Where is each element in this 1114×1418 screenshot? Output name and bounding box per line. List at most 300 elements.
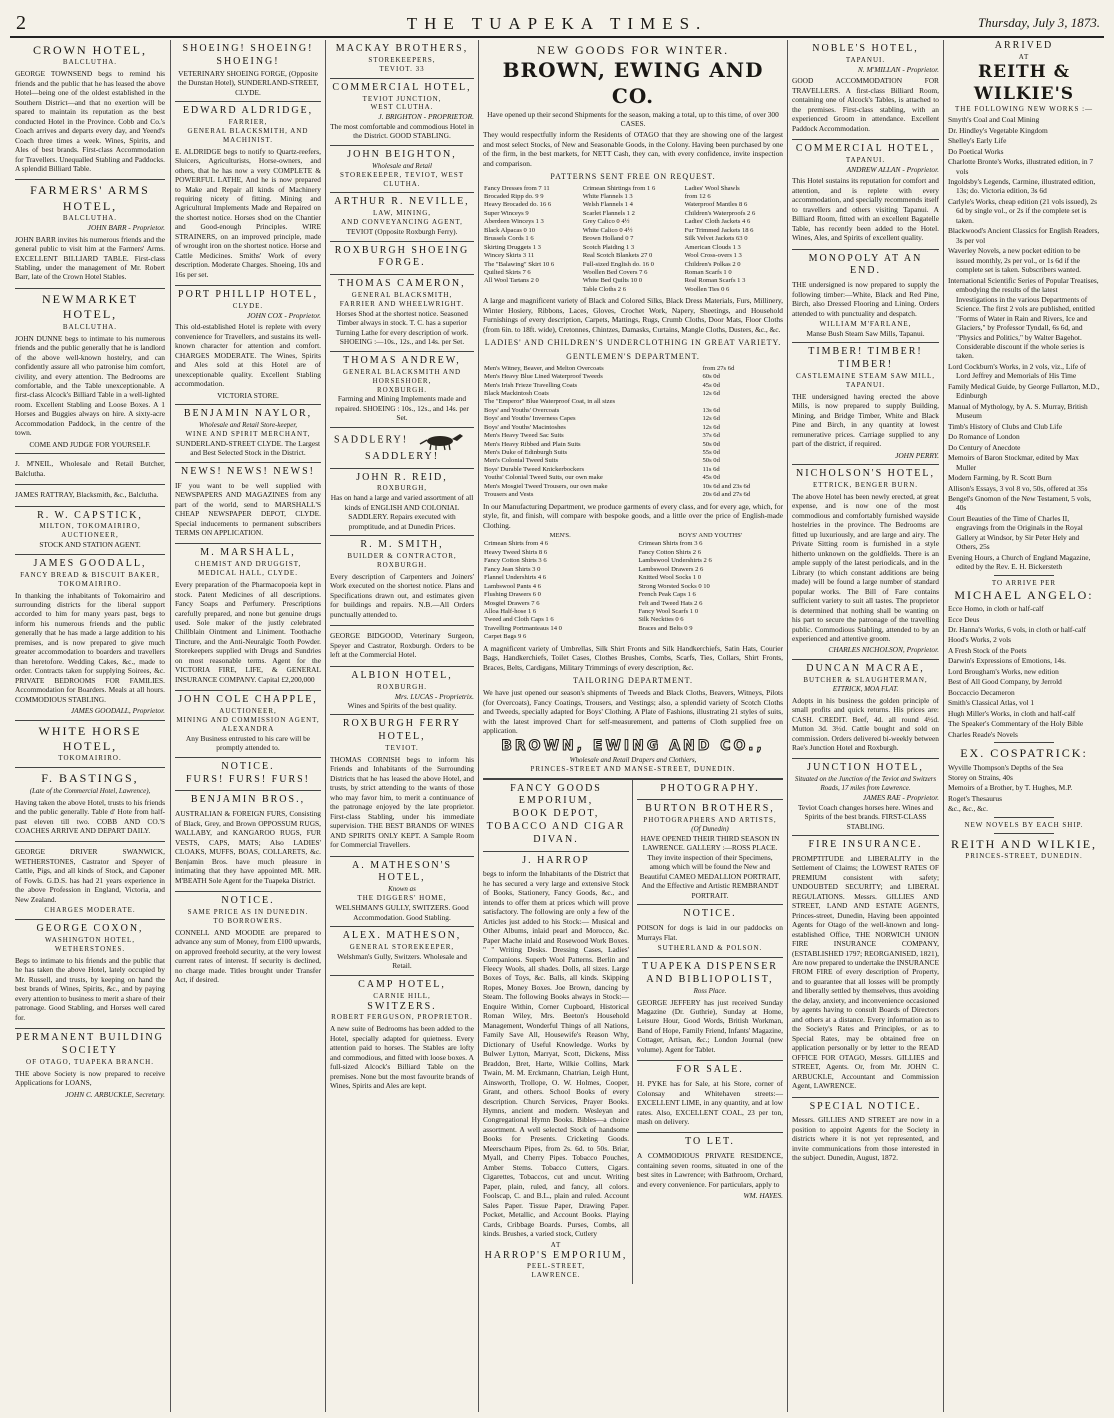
masthead (10, 8, 1104, 38)
column-rule (325, 40, 326, 1412)
ad-heading: F. BASTINGS, (41, 771, 139, 786)
table-cell: Ladies' Wool Shawls (684, 184, 740, 192)
ad-place: PRINCES-STREET, DUNEDIN. (965, 852, 1083, 861)
list-item: Manual of Mythology, by A. S. Murray, British Museum (948, 401, 1088, 421)
list-item: Do Poetical Works (948, 146, 1004, 156)
ship-name: MICHAEL ANGELO: (954, 587, 1094, 602)
ad-proprietor: JOHN BARR - Proprietor. (87, 223, 165, 233)
ad-place: LAW, MINING, (372, 209, 432, 218)
firm-name: BROWN, EWING AND CO., (501, 737, 765, 754)
ad-heading: ROXBURGH FERRY HOTEL, (342, 718, 462, 743)
ad-body: Farming and Mining Implements made and repaired. SHOEING : 10s., 12s., and 14s. per Set. (335, 394, 469, 423)
book-list (948, 115, 1100, 572)
ad-body: The most comfortable and commodious Hotel in the District. GOOD STABLING. (330, 121, 474, 141)
horse-illustration (410, 431, 470, 451)
ad-subheading: ROXBURGH. (376, 561, 428, 570)
table-row (483, 261, 783, 269)
table-row (483, 193, 783, 201)
table-cell: White Bed Quilts 10 0 (582, 277, 643, 285)
ad-heading: JOHN BEIGHTON, (347, 148, 457, 160)
ad-heading: JOHN COLE CHAPPLE, (178, 694, 318, 706)
ad-place: AUCTIONEER, (219, 707, 277, 716)
table-row (483, 390, 783, 398)
ad-proprietor: Mrs. LUCAS - Proprietrix. (394, 691, 474, 701)
ad-body: WELSHMAN'S GULLY, SWITZERS. Good Accommodation. Good Stabling. (335, 903, 469, 922)
table-cell: Woollen Bed Covers 7 6 (582, 268, 648, 276)
table-row (483, 373, 783, 381)
advertisement (330, 79, 474, 146)
list-item: Modern Farming, by R. Scott Burn (948, 473, 1052, 483)
table-row (483, 365, 783, 373)
table-cell: 12s 6d (702, 423, 720, 431)
table-cell: Fur Trimmed Jackets 18 6 (684, 226, 754, 234)
ad-body: They would respectfully inform the Residents of OTAGO that they are showing one of the largest and most select Stocks, of New and Seasonable Goods, in the Colony. Having been purchased by one of the firm, in the best markets, for NETT Cash, they can, with every confidence, invite inspection and comparison. (483, 130, 783, 168)
advertisement (637, 780, 783, 801)
ad-body: GEORGE DRIVER SWANWICK, WETHERSTONES, Castrator and Speyer of Cattle, Pigs, and all kinds of Stock, and Caponer of Fowls. G.D.S. has had 21 years experience in the above Profession in England, Victoria, and New Zealand. (15, 847, 165, 904)
table-row (483, 252, 783, 260)
list-item: Memoirs of Baron Stockmar, edited by Max Muller (948, 453, 1079, 472)
advertisement (15, 768, 165, 842)
ad-body: JOHN BARR invites his numerous friends and the general public to visit him at the Farmers' Arms. EXCELLENT BILLIARD TABLE. First-class Stabling, under the management of Mr. Robert Barr, late of the Crown Hotel Stables. (15, 234, 165, 282)
ad-place: BOOK DEPOT, (512, 808, 600, 820)
table-row (483, 227, 783, 235)
table-cell: Travelling Portmanteaus 14 0 (484, 624, 562, 632)
ad-heading: GEORGE COXON, (36, 923, 144, 935)
table-row (483, 407, 783, 415)
ad-place: TAPANUI. (845, 55, 886, 64)
table-cell: Strong Worsted Socks 0 10 (638, 582, 710, 590)
ad-place: Situated on the Junction of the Teviot and Switzers Roads, 17 miles from Lawrence. (794, 775, 937, 793)
ad-body: Horses Shod at the shortest notice. Seasoned Timber always in stock. T. C. has a superior Turning Lathe for every description of work. SHOEING :—10s., 12s., and 14s. per Set. (335, 308, 469, 347)
lower-split (483, 779, 783, 1285)
ad-footer: CHARGES MODERATE. (44, 906, 136, 915)
ad-subheading: TOBACCO AND CIGAR DIVAN. (486, 820, 626, 845)
ad-heading: NICHOLSON'S HOTEL, (796, 468, 935, 480)
table-row (483, 608, 783, 616)
column-1 (12, 40, 168, 1412)
table-row (483, 424, 783, 432)
ad-heading: TUAPEKA DISPENSER AND BIBLIOPOLIST, (642, 960, 778, 985)
table-cell: Skirting Druggets 1 3 (484, 243, 541, 251)
ad-subheading: MEDICAL HALL, CLYDE. (198, 569, 298, 578)
table-cell: 55s 0d (702, 449, 720, 456)
ad-subheading: THE DIGGERS' HOME, (357, 894, 447, 903)
table-cell: Lambswool Pants 4 6 (484, 582, 541, 590)
ad-subheading: TO ARRIVE PER (991, 578, 1057, 587)
table-row (483, 398, 783, 406)
ad-body: TEVIOT (Opposite Roxburgh Ferry). (346, 227, 458, 237)
table-cell: French Peak Caps 1 6 (638, 591, 696, 599)
ad-heading: NEW GOODS FOR WINTER. (536, 43, 730, 57)
ad-proprietor: JAMES RAE - Proprietor. (862, 793, 939, 803)
table-cell: Men's Mosgiel Tweed Trousers, our own make (484, 482, 608, 490)
list-item: Court Beauties of the Time of Charles II, engravings from the Originals in the Royal Gallery at Windsor, by Sir Peter Hely and Others, 25s (948, 513, 1083, 552)
table-cell: Table Cloths 2 6 (582, 285, 627, 293)
table-row (483, 457, 783, 465)
table-row (483, 616, 783, 624)
ad-body: JAMES RATTRAY, Blacksmith, &c., Balclutha. (15, 490, 159, 500)
list-item: Dr. Hindley's Vegetable Kingdom (948, 125, 1048, 135)
ad-heading: BENJAMIN NAYLOR, (183, 408, 313, 420)
ad-body: THE above Society is now prepared to receive Applications for LOANS, (15, 1068, 165, 1088)
ad-proprietor: ANDREW ALLAN - Proprietor. (846, 164, 939, 174)
ad-body: Adopts in his business the golden principle of small profits and quick returns. His prices are: CASH. CREDIT. Beef, 4d. all round 4½d. Mutton 3d. 3½d. Cattle bought and sold on commission. Orders delivered bi-weekly between Rae's Junction Hotel and Roxburgh. (792, 695, 939, 752)
ad-body: Welshman's Gully, Switzers. Wholesale and Retail. (337, 951, 467, 971)
divider (994, 575, 1055, 576)
ad-place: MILTON, TOKOMAIRIRO, (39, 522, 141, 531)
table-row (483, 244, 783, 252)
ad-body: Every preparation of the Pharmacopoeia kept in stock. Patent Medicines of all descriptions. Fancy Soaps and Perfumery. Prescriptions carefully prepared, and none but genuine drugs used. Sole maker of the justly celebrated Chillblain Ointment and Liniment. Toothache Tincture, and the Anti-Neuralgic Tooth Powder. Storekeepers supplied with Drugs and Sundries on most reasonable terms. Agent for the VICTORIA FIRE, LIFE, & GENERAL INSURANCE COMPANY. Capital £2,200,000 (175, 580, 321, 684)
ad-heading: NOTICE. (221, 760, 275, 772)
list-item: Roget's Thesaurus (948, 793, 1002, 803)
table-cell: Lambswool Drawers 2 6 (638, 565, 704, 573)
ad-heading: ARRIVED (994, 40, 1054, 51)
ad-body: J. M'NEIL, Wholesale and Retail Butcher, Balclutha. (15, 459, 165, 478)
ad-heading: BENJAMIN BROS., (190, 794, 306, 806)
table-row (483, 483, 783, 491)
table-cell: American Clouds 1 3 (684, 243, 741, 251)
ad-proprietor: J. BRIGHTON - PROPRIETOR. (378, 112, 474, 122)
ad-subheading: WEST CLUTHA. (370, 103, 434, 112)
ad-place: CASTLEMAINE STEAM SAW MILL, TAPANUI. (795, 372, 936, 389)
ad-signature: CHARLES NICHOLSON, Proprietor. (828, 645, 939, 655)
ad-place: GENERAL BLACKSMITH, (351, 291, 453, 300)
table-cell: Alloa Half-hose 1 6 (484, 607, 537, 615)
publication-date: Thursday, July 3, 1873. (977, 15, 1100, 30)
table-row (483, 549, 783, 557)
ad-subheading: AND CONVEYANCING AGENT, (341, 218, 463, 227)
table-cell: The "Emperor" Blue Waterproof Coat, in all sizes (484, 398, 616, 406)
ad-place: ROXBURGH. (376, 682, 428, 691)
ad-body: A new suite of Bedrooms has been added to the Hotel, specially adapted for quietness. Every attention paid to horses. The Stables are lofty and commodious, and fitted with loose boxes. A full-sized Alcock's Billiard Table on the premises. None but the most favourite brands of Wines, Spirits and Ales are kept. (330, 1024, 474, 1091)
advertisement (175, 40, 321, 102)
advertisement (330, 715, 474, 856)
column-rule (170, 40, 171, 1412)
advertisement (330, 275, 474, 352)
advertisement (15, 507, 165, 555)
ad-body: In our Manufacturing Department, we produce garments of every class, and for every age, which, for style, fit, and finish, will compare with bespoke goods, and a little over the price of English-made Clothing. (483, 501, 783, 530)
table-row (483, 201, 783, 209)
table-cell: Men's Duke of Edinburgh Suits (484, 449, 568, 456)
ad-place: BUTCHER & SLAUGHTERMAN, (803, 675, 928, 684)
advertisement (175, 892, 321, 991)
ad-body: IF you want to be well supplied with NEWSPAPERS AND MAGAZINES from any part of the world, send to MARSHALL'S CHEAP NEWSPAPER DEPOT, CLYDE. Special inducements to permanent subscribers TERMS ON APPLICATION. (175, 480, 321, 537)
list-item: Hugh Miller's Works, in cloth and half-calf (948, 708, 1076, 718)
ad-body: A large and magnificent variety of Black and Colored Silks, Black Dress Materials, Furs, Millinery, Winter Hosiery, Ribbons, Laces, Gloves, Crochet Work, Napery, Sheetings, and Household Furnishings of every description, Carpets, Mattings, Rugs, Crumb Cloths, Door Mats, Floor Cloths (from 6in. to 18ft. wide), Cretonnes, Chintzes, Damasks, Curtains, Mangle Cloths, Dusters, &c., &c. (483, 296, 783, 334)
advertisement (483, 852, 629, 1285)
advertisement (637, 1133, 783, 1204)
ad-heading: TIMBER! TIMBER! TIMBER! (808, 346, 923, 371)
advertisement (792, 660, 939, 760)
table-cell (483, 286, 582, 294)
table-cell: All Wool Tartans 2 0 (484, 277, 539, 285)
advertisement (15, 454, 165, 485)
ad-heading: NOTICE. (683, 908, 737, 920)
table-cell: Scarlet Flannels 1 2 (582, 209, 635, 217)
ad-place: CLYDE. (232, 302, 264, 311)
table-cell: Youths' Colonial Tweed Suits, our own make (484, 474, 603, 482)
table-cell: Mosgiel Drawers 7 6 (484, 599, 540, 607)
advertisement (330, 667, 474, 716)
ad-body: E. ALDRIDGE begs to notify to Quartz-reefers, Sluicers, Agriculturists, Horse-owners, and others, that he has now a very COMPLETE & POWERFUL LATHE, And he is now prepared to Make and Repair all kinds of Machinery requiring nicety of fitting. Mining and Agricultural Implements Made and Repaired on the shortest notice. Horses shod on the Chantier and Good-enough Principles. WIRE STRAINERS, on an improved principle, made of wrought iron on the shortest notice. Horse and Cattle Medicines. Smiths' Work of every description. Moderate Charges. Shoeing, 10s and 16s per set. (175, 146, 321, 279)
advertisement (637, 905, 783, 958)
ad-heading: JAMES GOODALL, (33, 557, 147, 569)
ad-body: SAME PRICE AS IN DUNEDIN. (187, 907, 309, 916)
table-row (483, 382, 783, 390)
table-row (483, 277, 783, 285)
table-row (483, 557, 783, 565)
list-item: Storey on Strains, 40s (948, 773, 1013, 782)
ad-body: Having taken the above Hotel, trusts to his friends and the public generally. Table d' Hote from half-past eleven till two. COBB AND CO.'S COACHES ARRIVE AND DEPART DAILY. (15, 797, 165, 836)
ad-heading: ARTHUR R. NEVILLE, (334, 196, 470, 208)
table-cell: Brussels Cords 1 6 (484, 235, 534, 243)
table-cell: Quilted Skirts 7 6 (484, 268, 531, 276)
ad-heading: MONOPOLY AT AN END. (808, 252, 923, 277)
ad-body: JOHN DUNNE begs to intimate to his numerous friends and the public generally that he is landlord of the above well-known hostelry, and can confidently assure all who patronise him comfort, civility, and every attention. The Bedrooms are comfortable, and the Table unexceptionable. A first-class Alcock's Billiard Table in a well-lighted room. Excellent Stabling and Loose Boxes. A 1 Horses and Buggies always on hire. A sixty-acre Accommodation Paddock, in the centre of the town. (15, 333, 165, 438)
list-item: Shelley's Early Life (948, 136, 1007, 146)
table-cell (637, 633, 783, 641)
ad-heading: THOMAS CAMERON, (338, 278, 466, 290)
advertisement (330, 428, 474, 469)
price-table (483, 365, 783, 500)
table-cell: Fancy Jean Shirts 3 0 (484, 565, 541, 573)
advertisement (330, 40, 474, 79)
ad-subheading: MINING AND COMMISSION AGENT, ALEXANDRA (176, 716, 320, 733)
ad-body: begs to inform the Inhabitants of the District that he has secured a very large and extensive Stock of Books, Stationery, Fancy Goods, &c., and intends to offer them at prices which will prove satisfactory. The following are only a few of the Articles just added to his Stock:— Musical and Other Albums, inlaid pearl and Morocco, &c. Paper Mache inlaid and Rosewood Work Boxes. " " Writing Desks. Dressing Cases, Ladies' Companions. Superb Wool Patterns. Berlin and Fleecy Wools, all shades. Dolls, all sizes. Large Boxes of Toys, &c. Balls, all kinds. Skipping Ropes, Money Boxes. Joe Brown, dancing by Steam. The following Books always in Stock:—Enquire Within, Corner Cupboard, Historical Roman Wiley, Mrs. Beeton's Household Management, Wonderful Things of all Nations, Family Save All, Housewife's Reason Why, Dictionary of Useful Knowledge. Works by Bulwer Lytton, Marryat, Scott, Dickens, Miss Braddon, Bret, Harte, Wilkie Collins, Mark Twain, M. M. Erckmann, Chatrian, Leigh Hunt, Ainsworth, Trollope, O. W. Holmes, Cooper, Grant, and others. School Books of every description. Church Services, Prayer Books. Hymns, ancient and modern. Wesleyan and Congregational Hymn Books. Bibles—a choice assortment. A well selected Stock of handsome Books for Presents. Cricketing Goods. Meerschaum Pipes, from 2s. 6d. to 50s. Briar, Myall, and Cherry Pipes. Tobacco Pouches, Amber Stems. Tobacco Cutters, Cigars. Cigarettes, Tobaccos, cut and uncut. Writing Paper, plain, ruled, and fancy, all colors. Foolscap, C. and B.L., plain and ruled. Account Sales Paper. Tissue Paper, Drawing Paper. Pocket, Metallic, and Account Books. Playing Cards, Cribbage Boards. Purses, Combs, all kinds. Brushes, a varied stock, Cutlery (483, 869, 629, 1239)
ad-footer: CONNELL AND MOODIE are prepared to advance any sum of Money, from £100 upwards, on approved freehold security, at the very lowest current rates of interest. If security is declined, no charge made. Titles brought under Transfer Act, if desired. (175, 927, 321, 985)
table-cell: Boys' Durable Tweed Knickerbockers (484, 465, 585, 473)
advertisement (330, 146, 474, 194)
ad-body: THOMAS CORNISH begs to inform his Friends and Inhabitants of the Surrounding Districts that he has leased the above Hotel, and trusts, by strict attending to the wants of those who may favor him, to merit a continuance of the patronage enjoyed by the late proprietor. First-class Stabling, under his immediate supervision. THE BEST BRANDS OF WINES AND SPIRITS ONLY KEPT. A Sample Room for Commercial Travellers. (330, 754, 474, 850)
ad-body: A COMMODIOUS PRIVATE RESIDENCE, containing seven rooms, situated in one of the best sites in Lawrence; with Bathroom, Orchard, and every convenience. For particulars, apply to (637, 1151, 783, 1189)
ship-name: EX. COSPATRICK: (960, 746, 1088, 761)
list-item: Charlotte Bronte's Works, illustrated edition, in 7 vols (948, 157, 1094, 176)
table-row (483, 269, 783, 277)
ad-proprietor: N. M'MILLAN - Proprietor. (857, 64, 939, 74)
table-cell (702, 398, 784, 406)
list-item: International Scientific Series of Popular Treatises, embodying the results of the latest Investigations in the various Departments of Science. The first 2 vols are published, entitled "Forms of Water in Rain and Rivers, Ice and Glaciers," by Professor Tyndall, 6s 6d, and "Physics and Politics," by Walter Bagehot. Considerable discount if the whole series is taken. (948, 275, 1099, 361)
ad-heading: ALBION HOTEL, (351, 669, 453, 681)
ad-heading: R. M. SMITH, (360, 539, 444, 551)
advertisement (175, 691, 321, 758)
ad-heading: SADDLERY! (364, 450, 440, 462)
ad-body: Wines and Spirits of the best quality. (347, 700, 457, 710)
ad-heading: PERMANENT BUILDING SOCIETY (16, 1032, 164, 1057)
ad-body: GEORGE BIDGOOD, Veterinary Surgeon, Speyer and Castrator, Roxburgh. Orders to be left at the Commercial Hotel. (330, 631, 474, 660)
table-cell: 11s 6d (702, 465, 720, 473)
ad-subheading: Wholesale and Retail Drapers and Clothiers, (569, 755, 697, 764)
list-item: Ecce Deus (948, 614, 980, 624)
table-row (483, 415, 783, 423)
table-cell: Black Alpacas 0 10 (484, 226, 536, 234)
ad-proprietor: JOHN COX - Proprietor. (246, 310, 321, 320)
ad-place: TAPANUI. (845, 155, 886, 164)
table-row (483, 235, 783, 243)
ad-heading: NEWMARKET HOTEL, (42, 291, 138, 322)
advertisement (330, 193, 474, 241)
advertisement (15, 485, 165, 506)
ad-body: FURS! FURS! FURS! (185, 773, 311, 785)
table-row (483, 583, 783, 591)
advertisement (330, 857, 474, 927)
ad-place: BALCLUTHA. (62, 214, 118, 223)
ad-body: Has on hand a large and varied assortment of all kinds of ENGLISH AND COLONIAL SADDLERY. Repairs executed with promptitude, and at Dunedin Prices. (330, 493, 474, 531)
table-cell: 13s 6d (702, 406, 720, 414)
ad-body: In thanking the inhabitants of Tokomairiro and surrounding districts for the liberal support accorded to him for many years past, begs to inform his numerous friends and the public generally that he has made a large addition to his premises, and is now prepared to give much greater accommodation to boarders and travellers than heretofore. Wedding Cakes, &c., made to order. Contracts taken for supplying Soirees, &c. PRIVATE BEDROOMS FOR FAMILIES. Accommodation for Boarders. Meals at all hours. COMMODIOUS STABLING. (15, 590, 165, 704)
ad-place: Ross Place. (693, 986, 727, 995)
ad-heading: COMMERCIAL HOTEL, (332, 81, 472, 93)
table-cell: 50s 0d (702, 440, 720, 448)
ad-heading: FANCY GOODS EMPORIUM, (510, 782, 602, 807)
divider (994, 817, 1055, 818)
firm-name: REITH AND WILKIE, (950, 836, 1098, 851)
table-cell: Waterproof Mantles 8 6 (684, 201, 748, 209)
table-heading: BOYS' AND YOUTHS' (678, 532, 743, 540)
ad-subheading: THE FOLLOWING NEW WORKS :— (954, 105, 1094, 114)
table-cell: Wincey Skirts 3 11 (484, 252, 535, 260)
table-cell: Grey Calico 0 4½ (582, 218, 630, 226)
advertisement (175, 286, 321, 405)
ad-footer: COME AND JUDGE FOR YOURSELF. (29, 439, 151, 449)
advertisement (792, 140, 939, 250)
ad-place: PEEL-STREET, (527, 1262, 585, 1271)
table-row (483, 574, 783, 582)
ad-place: BUILDER & CONTRACTOR, (347, 552, 457, 561)
ad-body: SUNDERLAND-STREET CLYDE. The Largest and Best Selected Stock in the District. (175, 438, 321, 458)
ad-place: PHOTOGRAPHERS AND ARTISTS, (643, 816, 777, 825)
table-cell: 12s 6d (702, 415, 720, 423)
list-item: Blackwood's Ancient Classics for English Readers, 3s per vol (948, 226, 1100, 245)
table-row (483, 540, 783, 548)
list-item: Bengel's Gnomon of the New Testament, 5 vols, 40s (948, 494, 1091, 513)
advertisement (792, 759, 939, 836)
ad-signature: JAMES GOODALL, Proprietor. (70, 706, 165, 716)
table-cell: Super Winceys 9 (484, 209, 529, 217)
table-cell: Flannel Undershirts 4 6 (484, 574, 547, 582)
table-cell: Full-sized English do. 16 0 (582, 260, 654, 268)
list-item: Do Romance of London (948, 432, 1020, 442)
advertisement (637, 800, 783, 905)
list-item: Lord Brougham's Works, new edition (948, 666, 1059, 676)
ad-body: H. PYKE has for Sale, at his Store, corner of Colonsay and Whitehaven streets:— EXCELLENT LIME, in any quantity, and at low rates. Also, EXCELLENT COAL, 23 per ton, mash on delivery. (637, 1079, 783, 1127)
table-row (483, 432, 783, 440)
list-item: Wyville Thompson's Depths of the Sea (948, 762, 1064, 772)
table-cell: Heavy Tweed Shirts 8 6 (484, 548, 548, 556)
table-cell: Men's Heavy Blue Lined Waterproof Tweeds (484, 373, 603, 381)
table-cell: Fancy Cotton Shirts 2 6 (638, 548, 701, 556)
ad-subheading: WINE AND SPIRIT MERCHANT, (185, 429, 311, 438)
ad-place: ETTRICK, BENGER BURN. (813, 481, 918, 489)
list-item: Do Century of Anecdote (948, 442, 1021, 452)
ad-heading: WHITE HORSE HOTEL, (38, 723, 142, 753)
ad-subheading: Have opened up their second Shipments for the season, making a total, up to this time, of over 300 CASES. (487, 109, 779, 129)
ad-body: GEORGE TOWNSEND begs to remind his friends and the public that he has leased the above Hotel—being one of the oldest established in the Southern District—and that no exertion will be spared to maintain its reputation as the best conducted Hotel in the Province. Cobb and Co.'s Coach arrives and departs every day, and Yeend's Coach three times a week. Wines, Spirits, and Ales of best brands. First-class Accommodation for Travellers. Unequalled Stabling and Paddocks. A splendid Billiard Table. (15, 69, 165, 173)
ad-heading: R. W. CAPSTICK, (37, 509, 143, 521)
divider (994, 833, 1055, 834)
column-7 (945, 40, 1103, 1412)
ad-body: Any Business entrusted to his care will be promptly attended to. (185, 733, 311, 753)
ad-subheading: ETTRICK, MOA FLAT. (832, 684, 899, 693)
table-cell: Crimean Shirts from 3 6 (638, 540, 703, 548)
list-item: Memoirs of a Brother, by T. Hughes, M.P. (948, 783, 1073, 793)
ad-heading: CAMP HOTEL, (358, 978, 446, 990)
advertisement (637, 1061, 783, 1133)
table-cell: 20s 6d and 27s 6d (702, 491, 751, 499)
table-row (483, 474, 783, 482)
table-row (483, 566, 783, 574)
table-row (483, 633, 783, 641)
ad-subheading: SWITZERS. (367, 1000, 437, 1012)
ad-footer: VICTORIA STORE. (217, 390, 279, 400)
ad-body: PROMPTITUDE and LIBERALITY in the Settlement of Claims; the LOWEST RATES OF PREMIUM consistent with safety; UNDOUBTED SECURITY; and LIBERAL REGULATIONS. Messrs. GILLIES AND STREET, LAND AND ESTATE AGENTS, Princes-street, Dunedin, Having been appointed Agents for Otago of the well-known and long-established Office, THE NORWICH UNION FIRE INSURANCE COMPANY, (ESTABLISHED 1797; REORGANISED, 1821), Are now prepared to undertake the INSURANCE FROM FIRE of every description of Property, and to guarantee that all losses will be promptly and liberally settled by themselves, thus avoiding the delay, anxiety, and inconvenience occasioned by agents having to consult Boards of Directors and others at a distance. Every information as to the Society's Rates and Principles, or as to Special Rates, may be obtained free on application personally or by letter to the READ OFFICE FOR OTAGO, Messrs. GILLIES and STREET, Agents. Or, from Mr. JOHN C. ARBUCKLE, Accountant and Commission Agent, LAWRENCE. (792, 853, 940, 1091)
table-cell: Lambswool Undershirts 2 6 (638, 557, 712, 565)
table-row (483, 600, 783, 608)
table-cell: Fancy Cotton Shirts 3 6 (484, 557, 547, 565)
table-cell: Silk Neckties 0 6 (638, 616, 684, 624)
ad-place: FANCY BREAD & BISCUIT BAKER, TOKOMAIRIRO. (20, 570, 160, 588)
table-cell: 12s 6d (702, 389, 720, 397)
advertisement (330, 927, 474, 976)
ad-place: (Late of the Commercial Hotel, Lawrence), (29, 786, 151, 795)
ad-heading: SADDLERY! (334, 434, 409, 446)
ad-heading: J. HARROP (522, 854, 590, 866)
table-cell: Children's Polkas 2 0 (684, 260, 741, 268)
ad-body: POISON for dogs is laid in our paddocks on Murrays Flat. (637, 923, 783, 942)
section-heading: GENTLEMEN'S DEPARTMENT. (566, 352, 700, 362)
list-item: Evening Hours, a Church of England Magazine, edited by the Rev. E. H. Bickersteth (948, 552, 1091, 572)
ad-heading: PHOTOGRAPHY. (660, 782, 760, 794)
harrop-column (483, 780, 633, 1285)
table-cell: Woollen Ties 0 6 (684, 285, 730, 293)
table-cell: Black Mackintosh Coats (484, 389, 549, 397)
list-item: Smyth's Coal and Coal Mining (948, 115, 1040, 125)
ad-heading: JOHN R. REID, (356, 471, 448, 483)
advertisement (792, 465, 939, 660)
list-item: A Fresh Stock of the Poets (948, 645, 1027, 655)
table-cell: Aberdeen Winceys 1 3 (484, 218, 544, 226)
ad-place: CHEMIST AND DRUGGIST, (194, 560, 302, 569)
table-cell: Men's Colonial Tweed Suits (484, 457, 559, 465)
advertisement (792, 250, 939, 344)
table-cell: Crimean Shirts from 4 6 (484, 540, 549, 548)
table-cell: Trousers and Vests (484, 491, 534, 499)
advertisement (175, 544, 321, 691)
ad-heading: ALEX. MATHESON, (342, 930, 462, 942)
advertisement (330, 352, 474, 428)
table-cell: Scotch Plaiding 1 3 (582, 243, 635, 251)
table-row (483, 218, 783, 226)
column-rule (787, 40, 788, 1412)
ad-heading: NOBLE'S HOTEL, (812, 43, 919, 54)
divider (994, 742, 1055, 743)
column-3 (327, 40, 477, 1412)
table-cell: Heavy Brocaded do. 16 6 (484, 201, 552, 209)
ad-subheading: NEW NOVELS BY EACH SHIP. (964, 820, 1084, 829)
table-row (483, 286, 783, 294)
table-cell: Real Scotch Blankets 27 0 (582, 252, 653, 260)
firm-name: REITH & WILKIE'S (973, 61, 1075, 104)
list-item: Best of All Good Company, by Jerrold (948, 677, 1062, 687)
ad-body: We have just opened our season's shipments of Tweeds and Black Cloths, Beavers, Witneys, Pilots (for Overcoats), Fancy Coatings, Trousers, and Vestings; also, a splendid variety of Scotch Cloths and Tweeds, specially adapted for Boys' Clothing. A Plate of Fashions, illustrating 21 styles of suits, with the latest improved Chart for self-measurement, and patterns of Cloth supplied free on application. (483, 688, 783, 736)
column-6 (789, 40, 942, 1412)
table-cell: Boys' and Youths' Inverness Capes (484, 415, 576, 423)
ad-heading: DUNCAN MACRAE, (806, 662, 925, 674)
table-cell: from 27s 6d (702, 364, 735, 372)
advertisement (175, 791, 321, 892)
table-cell: 37s 6d (702, 432, 720, 440)
advertisement (330, 976, 474, 1097)
table-cell: Real Roman Scarfs 1 3 (684, 277, 746, 285)
